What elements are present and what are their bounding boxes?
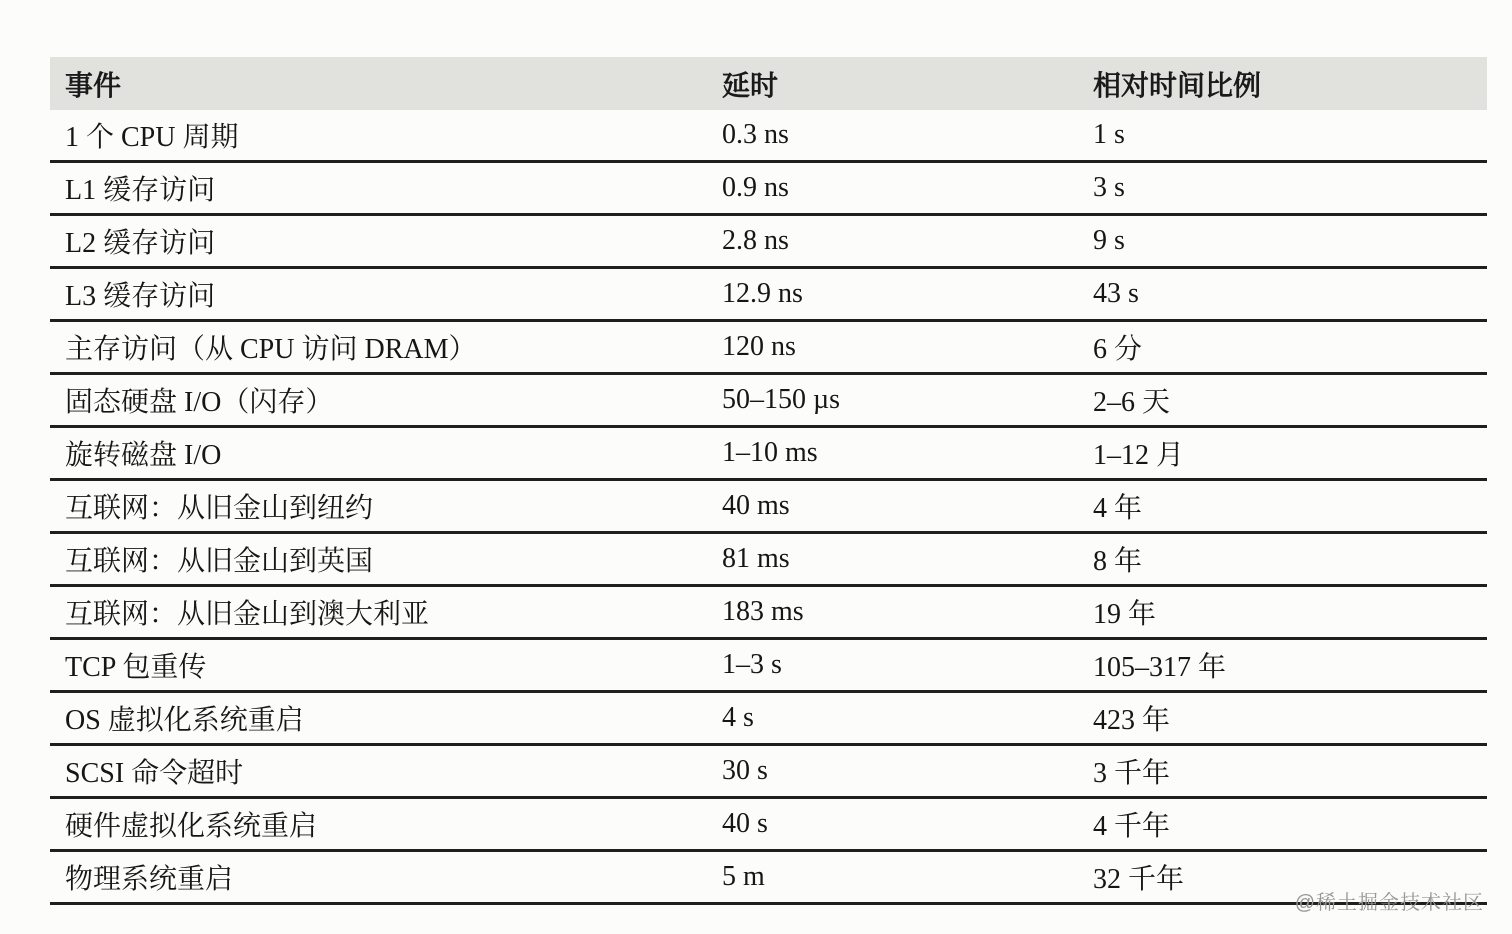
event-cell: L2 缓存访问 [50, 215, 722, 268]
latency-cell: 5 m [722, 851, 1093, 904]
event-cell: 固态硬盘 I/O（闪存） [50, 374, 722, 427]
table-body [50, 110, 1487, 904]
scaled-cell: 6 分 [1093, 321, 1487, 374]
header-row [50, 57, 1487, 110]
event-cell: 物理系统重启 [50, 851, 722, 904]
column-header-event: 事件 [50, 57, 722, 110]
latency-cell: 183 ms [722, 586, 1093, 639]
scaled-cell: 32 千年 [1093, 851, 1487, 904]
event-cell: L1 缓存访问 [50, 162, 722, 215]
scaled-cell: 1–12 月 [1093, 427, 1487, 480]
table-row [50, 798, 1487, 851]
scaled-cell: 105–317 年 [1093, 639, 1487, 692]
event-cell: 旋转磁盘 I/O [50, 427, 722, 480]
event-cell: 1 个 CPU 周期 [50, 110, 722, 162]
event-cell: 硬件虚拟化系统重启 [50, 798, 722, 851]
latency-cell: 40 ms [722, 480, 1093, 533]
table-row [50, 586, 1487, 639]
event-cell: SCSI 命令超时 [50, 745, 722, 798]
event-cell: 互联网：从旧金山到澳大利亚 [50, 586, 722, 639]
scaled-cell: 43 s [1093, 268, 1487, 321]
table-row [50, 215, 1487, 268]
table-row [50, 427, 1487, 480]
table-row [50, 321, 1487, 374]
latency-cell: 81 ms [722, 533, 1093, 586]
latency-table-container [50, 57, 1487, 905]
latency-cell: 120 ns [722, 321, 1093, 374]
scaled-cell: 19 年 [1093, 586, 1487, 639]
table-row [50, 533, 1487, 586]
table-row [50, 745, 1487, 798]
event-cell: 互联网：从旧金山到纽约 [50, 480, 722, 533]
event-cell: 主存访问（从 CPU 访问 DRAM） [50, 321, 722, 374]
event-cell: OS 虚拟化系统重启 [50, 692, 722, 745]
event-cell: 互联网：从旧金山到英国 [50, 533, 722, 586]
table-row [50, 692, 1487, 745]
latency-cell: 1–10 ms [722, 427, 1093, 480]
scaled-cell: 3 千年 [1093, 745, 1487, 798]
table-header [50, 57, 1487, 110]
scaled-cell: 9 s [1093, 215, 1487, 268]
event-cell: L3 缓存访问 [50, 268, 722, 321]
scaled-cell: 8 年 [1093, 533, 1487, 586]
table-row [50, 374, 1487, 427]
latency-cell: 1–3 s [722, 639, 1093, 692]
table-row [50, 639, 1487, 692]
latency-cell: 0.3 ns [722, 110, 1093, 162]
latency-table [50, 57, 1487, 905]
scaled-cell: 3 s [1093, 162, 1487, 215]
latency-cell: 40 s [722, 798, 1093, 851]
latency-cell: 50–150 µs [722, 374, 1093, 427]
scaled-cell: 1 s [1093, 110, 1487, 162]
watermark: @稀土掘金技术社区 [1294, 892, 1484, 914]
latency-cell: 2.8 ns [722, 215, 1093, 268]
event-cell: TCP 包重传 [50, 639, 722, 692]
scaled-cell: 4 千年 [1093, 798, 1487, 851]
latency-cell: 30 s [722, 745, 1093, 798]
scaled-cell: 4 年 [1093, 480, 1487, 533]
table-row [50, 110, 1487, 162]
column-header-scaled-time: 相对时间比例 [1093, 57, 1487, 110]
table-row [50, 851, 1487, 904]
table-row [50, 268, 1487, 321]
latency-cell: 12.9 ns [722, 268, 1093, 321]
scaled-cell: 423 年 [1093, 692, 1487, 745]
latency-cell: 0.9 ns [722, 162, 1093, 215]
table-row [50, 162, 1487, 215]
column-header-latency: 延时 [722, 57, 1093, 110]
table-row [50, 480, 1487, 533]
latency-cell: 4 s [722, 692, 1093, 745]
scaled-cell: 2–6 天 [1093, 374, 1487, 427]
